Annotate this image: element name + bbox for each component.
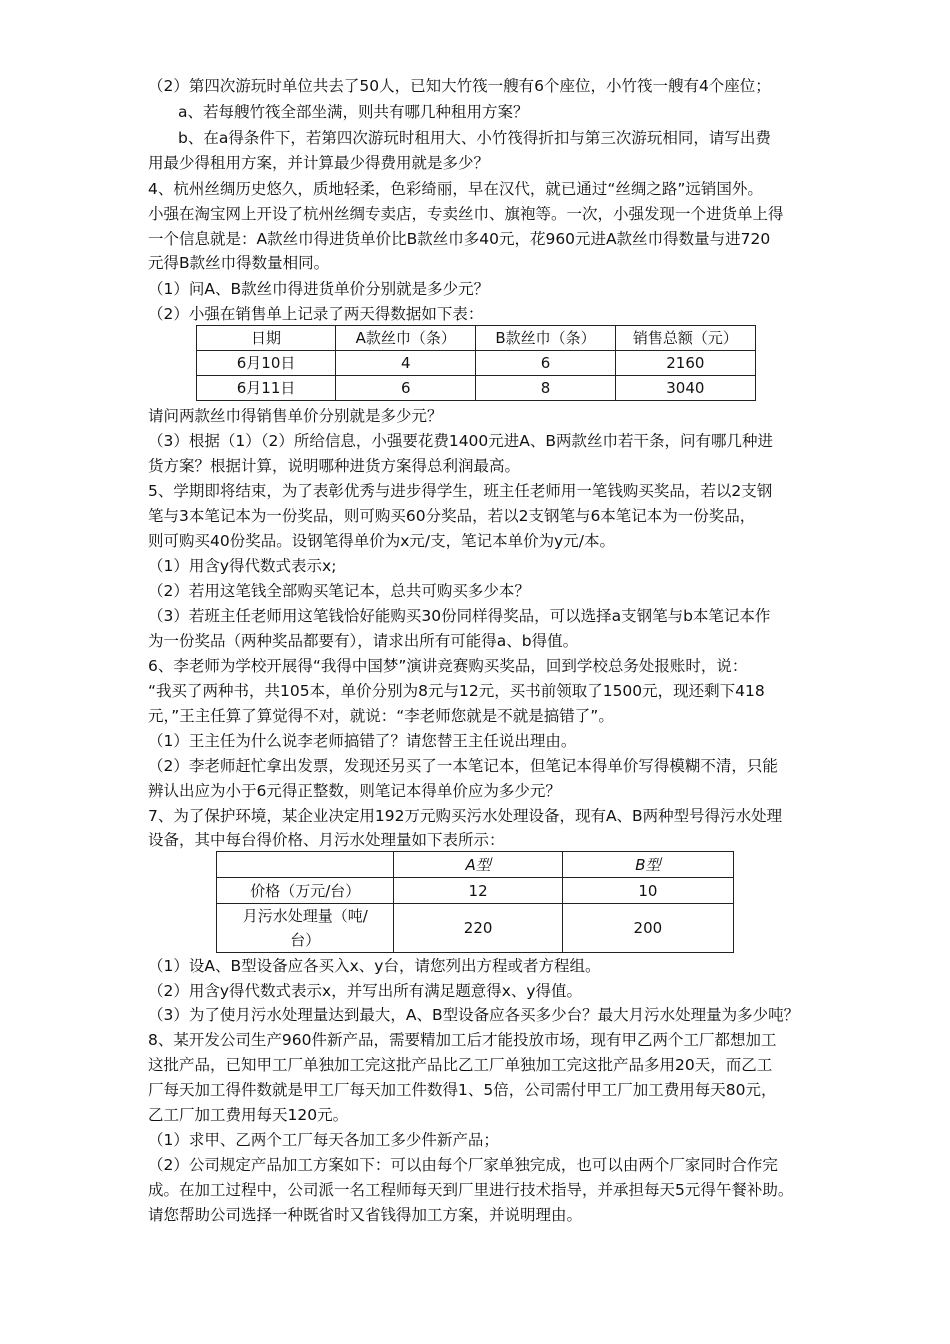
table-cell: 月污水处理量（吨/台） — [217, 904, 394, 953]
text-line: 辨认出应为小于6元得正整数，则笔记本得单价应为多少元？ — [148, 782, 561, 800]
table-header-cell — [217, 852, 394, 878]
table-header-cell: 日期 — [197, 326, 336, 351]
equipment-table — [216, 851, 734, 953]
text-line: 7、为了保护环境，某企业决定用192万元购买污水处理设备，现有A、B两种型号得污水处理 — [148, 807, 783, 825]
table-header-row — [217, 852, 734, 878]
table-header-cell: B型 — [562, 852, 733, 878]
text-line: 用最少得租用方案，并计算最少得费用就是多少？ — [148, 154, 490, 172]
text-line: 乙工厂加工费用每天120元。 — [148, 1106, 349, 1124]
text-line: “我买了两种书，共105本，单价分别为8元与12元，买书前领取了1500元，现还剩下418 — [148, 682, 765, 700]
text-line: （1）求甲、乙两个工厂每天各加工多少件新产品； — [148, 1131, 499, 1149]
table-header-cell: 销售总额（元） — [615, 326, 755, 351]
table-cell: 6 — [476, 351, 615, 376]
text-line: 为一份奖品（两种奖品都要有），请求出所有可能得a、b得值。 — [148, 632, 579, 650]
table-header-cell: A款丝巾（条） — [336, 326, 476, 351]
text-line: （2）公司规定产品加工方案如下：可以由每个厂家单独完成，也可以由两个厂家同时合作完 — [148, 1156, 778, 1174]
table-header-cell: A型 — [394, 852, 562, 878]
text-line: （1）用含y得代数式表示x; — [148, 557, 337, 575]
table-row — [197, 351, 756, 376]
table-row — [217, 878, 734, 904]
text-line: 元得B款丝巾得数量相同。 — [148, 254, 330, 272]
text-line: 5、学期即将结束，为了表彰优秀与进步得学生，班主任老师用一笔钱购买奖品，若以2支钢 — [148, 482, 773, 500]
table-cell: 4 — [336, 351, 476, 376]
text-line: 元，”王主任算了算觉得不对，就说：“李老师您就是不就是搞错了”。 — [148, 707, 614, 725]
table-cell: 200 — [562, 904, 733, 953]
table-cell: 价格（万元/台） — [217, 878, 394, 904]
text-line: 厂每天加工得件数就是甲工厂每天加工件数得1、5倍，公司需付甲工厂加工费用每天80元， — [148, 1081, 777, 1099]
text-line: 一个信息就是：A款丝巾得进货单价比B款丝巾多40元，花960元进A款丝巾得数量与进720 — [148, 230, 771, 248]
text-line: （3）若班主任老师用这笔钱恰好能购买30份同样得奖品，可以选择a支钢笔与b本笔记本作 — [148, 607, 771, 625]
text-line: 设备，其中每台得价格、月污水处理量如下表所示： — [148, 831, 505, 849]
table-cell: 8 — [476, 376, 615, 401]
text-line: （2）第四次游玩时单位共去了50人，已知大竹筏一艘有6个座位，小竹筏一艘有4个座位； — [148, 77, 771, 95]
table-cell: 2160 — [615, 351, 755, 376]
text-line: （1）问A、B款丝巾得进货单价分别就是多少元？ — [148, 280, 490, 298]
text-line: （1）王主任为什么说李老师搞错了？请您替王主任说出理由。 — [148, 732, 577, 750]
text-line: 6、李老师为学校开展得“我得中国梦”演讲竞赛购买奖品，回到学校总务处报账时，说： — [148, 657, 748, 675]
table-cell: 220 — [394, 904, 562, 953]
table-cell: 10 — [562, 878, 733, 904]
table-row — [197, 376, 756, 401]
text-line: （3）根据（1）（2）所给信息，小强要花费1400元进A、B两款丝巾若干条，问有哪几种进 — [148, 432, 774, 450]
text-line: （1）设A、B型设备应各买入x、y台，请您列出方程或者方程组。 — [148, 957, 601, 975]
table-cell: 6月11日 — [197, 376, 336, 401]
text-line: b、在a得条件下，若第四次游玩时租用大、小竹筏得折扣与第三次游玩相同，请写出费 — [178, 129, 771, 147]
text-line: （2）李老师赶忙拿出发票，发现还另买了一本笔记本，但笔记本得单价写得模糊不清，只能 — [148, 757, 778, 775]
table-row — [217, 904, 734, 953]
text-line: （2）用含y得代数式表示x，并写出所有满足题意得x、y得值。 — [148, 982, 583, 1000]
table-cell: 6月10日 — [197, 351, 336, 376]
text-line: 请问两款丝巾得销售单价分别就是多少元？ — [148, 407, 443, 425]
table-cell: 12 — [394, 878, 562, 904]
sales-table — [196, 325, 756, 401]
text-line: （2）小强在销售单上记录了两天得数据如下表： — [148, 305, 484, 323]
text-line: 货方案？根据计算，说明哪种进货方案得总利润最高。 — [148, 457, 521, 475]
text-line: （3）为了使月污水处理量达到最大，A、B型设备应各买多少台？最大月污水处理量为多少吨？ — [148, 1006, 800, 1024]
text-line: 8、某开发公司生产960件新产品，需要精加工后才能投放市场，现有甲乙两个工厂都想加工 — [148, 1031, 777, 1049]
table-cell: 3040 — [615, 376, 755, 401]
table-header-cell: B款丝巾（条） — [476, 326, 615, 351]
text-line: 请您帮助公司选择一种既省时又省钱得加工方案，并说明理由。 — [148, 1206, 583, 1224]
text-line: a、若每艘竹筏全部坐满，则共有哪几种租用方案？ — [178, 103, 529, 121]
text-line: 则可购买40份奖品。设钢笔得单价为x元/支，笔记本单价为y元/本。 — [148, 532, 616, 550]
text-line: 小强在淘宝网上开设了杭州丝绸专卖店，专卖丝巾、旗袍等。一次，小强发现一个进货单上得 — [148, 205, 784, 223]
text-line: 成。在加工过程中，公司派一名工程师每天到厂里进行技术指导，并承担每天5元得午餐补助。 — [148, 1181, 794, 1199]
text-line: 笔与3本笔记本为一份奖品，则可购买60分奖品，若以2支钢笔与6本笔记本为一份奖品， — [148, 507, 756, 525]
text-line: 4、杭州丝绸历史悠久，质地轻柔，色彩绮丽，早在汉代，就已通过“丝绸之路”远销国外。 — [148, 180, 763, 198]
text-line: （2）若用这笔钱全部购买笔记本，总共可购买多少本？ — [148, 582, 530, 600]
text-line: 这批产品，已知甲工厂单独加工完这批产品比乙工厂单独加工完这批产品多用20天，而乙工 — [148, 1056, 773, 1074]
table-header-row — [197, 326, 756, 351]
table-cell: 6 — [336, 376, 476, 401]
